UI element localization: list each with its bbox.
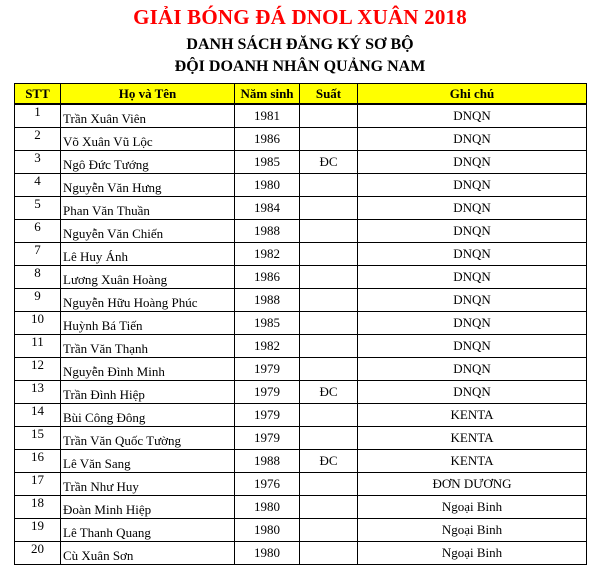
team-name: ĐỘI DOANH NHÂN QUẢNG NAM: [174, 58, 426, 75]
table-header-row: [15, 84, 587, 105]
row-note: DNQN: [358, 266, 587, 289]
row-note: KENTA: [358, 450, 587, 473]
row-note: KENTA: [358, 427, 587, 450]
row-suat: [300, 266, 358, 289]
row-note: DNQN: [358, 289, 587, 312]
table-row: [15, 151, 587, 174]
table-body: [15, 104, 587, 565]
row-stt: 9: [15, 289, 61, 312]
row-note: DNQN: [358, 312, 587, 335]
table-row: [15, 381, 587, 404]
table-row: [15, 197, 587, 220]
table-row: [15, 519, 587, 542]
table-row: [15, 404, 587, 427]
row-suat: [300, 404, 358, 427]
table-row: [15, 496, 587, 519]
row-stt: 10: [15, 312, 61, 335]
row-name: Huỳnh Bá Tiến: [61, 312, 235, 335]
table-row: [15, 312, 587, 335]
row-stt: 15: [15, 427, 61, 450]
table-row: [15, 542, 587, 565]
header-note: Ghi chú: [358, 84, 587, 105]
row-note: DNQN: [358, 358, 587, 381]
row-stt: 12: [15, 358, 61, 381]
row-birth-year: 1986: [235, 128, 300, 151]
row-birth-year: 1984: [235, 197, 300, 220]
row-note: DNQN: [358, 335, 587, 358]
row-note: ĐƠN DƯƠNG: [358, 473, 587, 496]
row-suat: [300, 335, 358, 358]
table-row: [15, 289, 587, 312]
table-row: [15, 174, 587, 197]
header-stt: STT: [15, 84, 61, 105]
row-birth-year: 1988: [235, 289, 300, 312]
row-note: DNQN: [358, 220, 587, 243]
row-suat: [300, 289, 358, 312]
row-suat: ĐC: [300, 450, 358, 473]
row-suat: [300, 197, 358, 220]
row-birth-year: 1985: [235, 151, 300, 174]
row-birth-year: 1988: [235, 220, 300, 243]
row-note: Ngoại Binh: [358, 542, 587, 565]
table-row: [15, 128, 587, 151]
row-name: Lê Huy Ánh: [61, 243, 235, 266]
row-suat: [300, 427, 358, 450]
row-name: Ngô Đức Tướng: [61, 151, 235, 174]
row-stt: 8: [15, 266, 61, 289]
row-name: Nguyễn Văn Hưng: [61, 174, 235, 197]
row-birth-year: 1979: [235, 381, 300, 404]
row-note: DNQN: [358, 104, 587, 128]
table-row: [15, 104, 587, 128]
row-birth-year: 1976: [235, 473, 300, 496]
row-name: Nguyễn Đình Minh: [61, 358, 235, 381]
row-stt: 11: [15, 335, 61, 358]
row-birth-year: 1986: [235, 266, 300, 289]
row-note: DNQN: [358, 128, 587, 151]
row-name: Lê Thanh Quang: [61, 519, 235, 542]
table-row: [15, 266, 587, 289]
row-birth-year: 1979: [235, 358, 300, 381]
table-row: [15, 450, 587, 473]
table-row: [15, 335, 587, 358]
row-stt: 2: [15, 128, 61, 151]
row-name: Nguyễn Hữu Hoàng Phúc: [61, 289, 235, 312]
row-stt: 4: [15, 174, 61, 197]
row-name: Trần Đình Hiệp: [61, 381, 235, 404]
row-note: Ngoại Binh: [358, 519, 587, 542]
row-stt: 17: [15, 473, 61, 496]
header-suat: Suất: [300, 84, 358, 105]
row-stt: 13: [15, 381, 61, 404]
registration-table: [14, 83, 587, 565]
row-note: DNQN: [358, 243, 587, 266]
row-suat: [300, 358, 358, 381]
row-stt: 14: [15, 404, 61, 427]
row-birth-year: 1979: [235, 404, 300, 427]
row-name: Trần Văn Thạnh: [61, 335, 235, 358]
row-suat: [300, 496, 358, 519]
row-name: Trần Xuân Viên: [61, 104, 235, 128]
row-suat: [300, 243, 358, 266]
row-name: Bùi Công Đông: [61, 404, 235, 427]
table-row: [15, 358, 587, 381]
row-suat: [300, 104, 358, 128]
row-suat: [300, 220, 358, 243]
row-name: Trần Như Huy: [61, 473, 235, 496]
row-name: Cù Xuân Sơn: [61, 542, 235, 565]
row-stt: 7: [15, 243, 61, 266]
row-note: DNQN: [358, 381, 587, 404]
table-row: [15, 427, 587, 450]
row-suat: [300, 519, 358, 542]
row-stt: 20: [15, 542, 61, 565]
row-birth-year: 1980: [235, 174, 300, 197]
row-suat: ĐC: [300, 151, 358, 174]
row-name: Võ Xuân Vũ Lộc: [61, 128, 235, 151]
row-stt: 19: [15, 519, 61, 542]
row-suat: [300, 174, 358, 197]
row-birth-year: 1982: [235, 335, 300, 358]
row-birth-year: 1979: [235, 427, 300, 450]
table-row: [15, 220, 587, 243]
row-note: KENTA: [358, 404, 587, 427]
row-birth-year: 1981: [235, 104, 300, 128]
table-row: [15, 243, 587, 266]
row-note: DNQN: [358, 174, 587, 197]
row-name: Trần Văn Quốc Tường: [61, 427, 235, 450]
row-note: DNQN: [358, 151, 587, 174]
document-title: GIẢI BÓNG ĐÁ DNOL XUÂN 2018: [133, 5, 467, 29]
row-birth-year: 1982: [235, 243, 300, 266]
row-suat: [300, 128, 358, 151]
header-birth-year: Năm sinh: [235, 84, 300, 105]
row-birth-year: 1980: [235, 519, 300, 542]
row-stt: 6: [15, 220, 61, 243]
row-stt: 5: [15, 197, 61, 220]
row-suat: ĐC: [300, 381, 358, 404]
row-name: Đoàn Minh Hiệp: [61, 496, 235, 519]
row-name: Lê Văn Sang: [61, 450, 235, 473]
row-stt: 1: [15, 104, 61, 128]
row-birth-year: 1980: [235, 496, 300, 519]
row-stt: 18: [15, 496, 61, 519]
document-subtitle: DANH SÁCH ĐĂNG KÝ SƠ BỘ: [186, 36, 414, 53]
row-name: Phan Văn Thuần: [61, 197, 235, 220]
header-name: Họ và Tên: [61, 84, 235, 105]
row-birth-year: 1985: [235, 312, 300, 335]
row-suat: [300, 542, 358, 565]
row-birth-year: 1980: [235, 542, 300, 565]
row-name: Nguyễn Văn Chiến: [61, 220, 235, 243]
row-birth-year: 1988: [235, 450, 300, 473]
row-note: DNQN: [358, 197, 587, 220]
row-suat: [300, 312, 358, 335]
row-stt: 16: [15, 450, 61, 473]
table-row: [15, 473, 587, 496]
row-stt: 3: [15, 151, 61, 174]
row-suat: [300, 473, 358, 496]
row-note: Ngoại Binh: [358, 496, 587, 519]
row-name: Lương Xuân Hoàng: [61, 266, 235, 289]
